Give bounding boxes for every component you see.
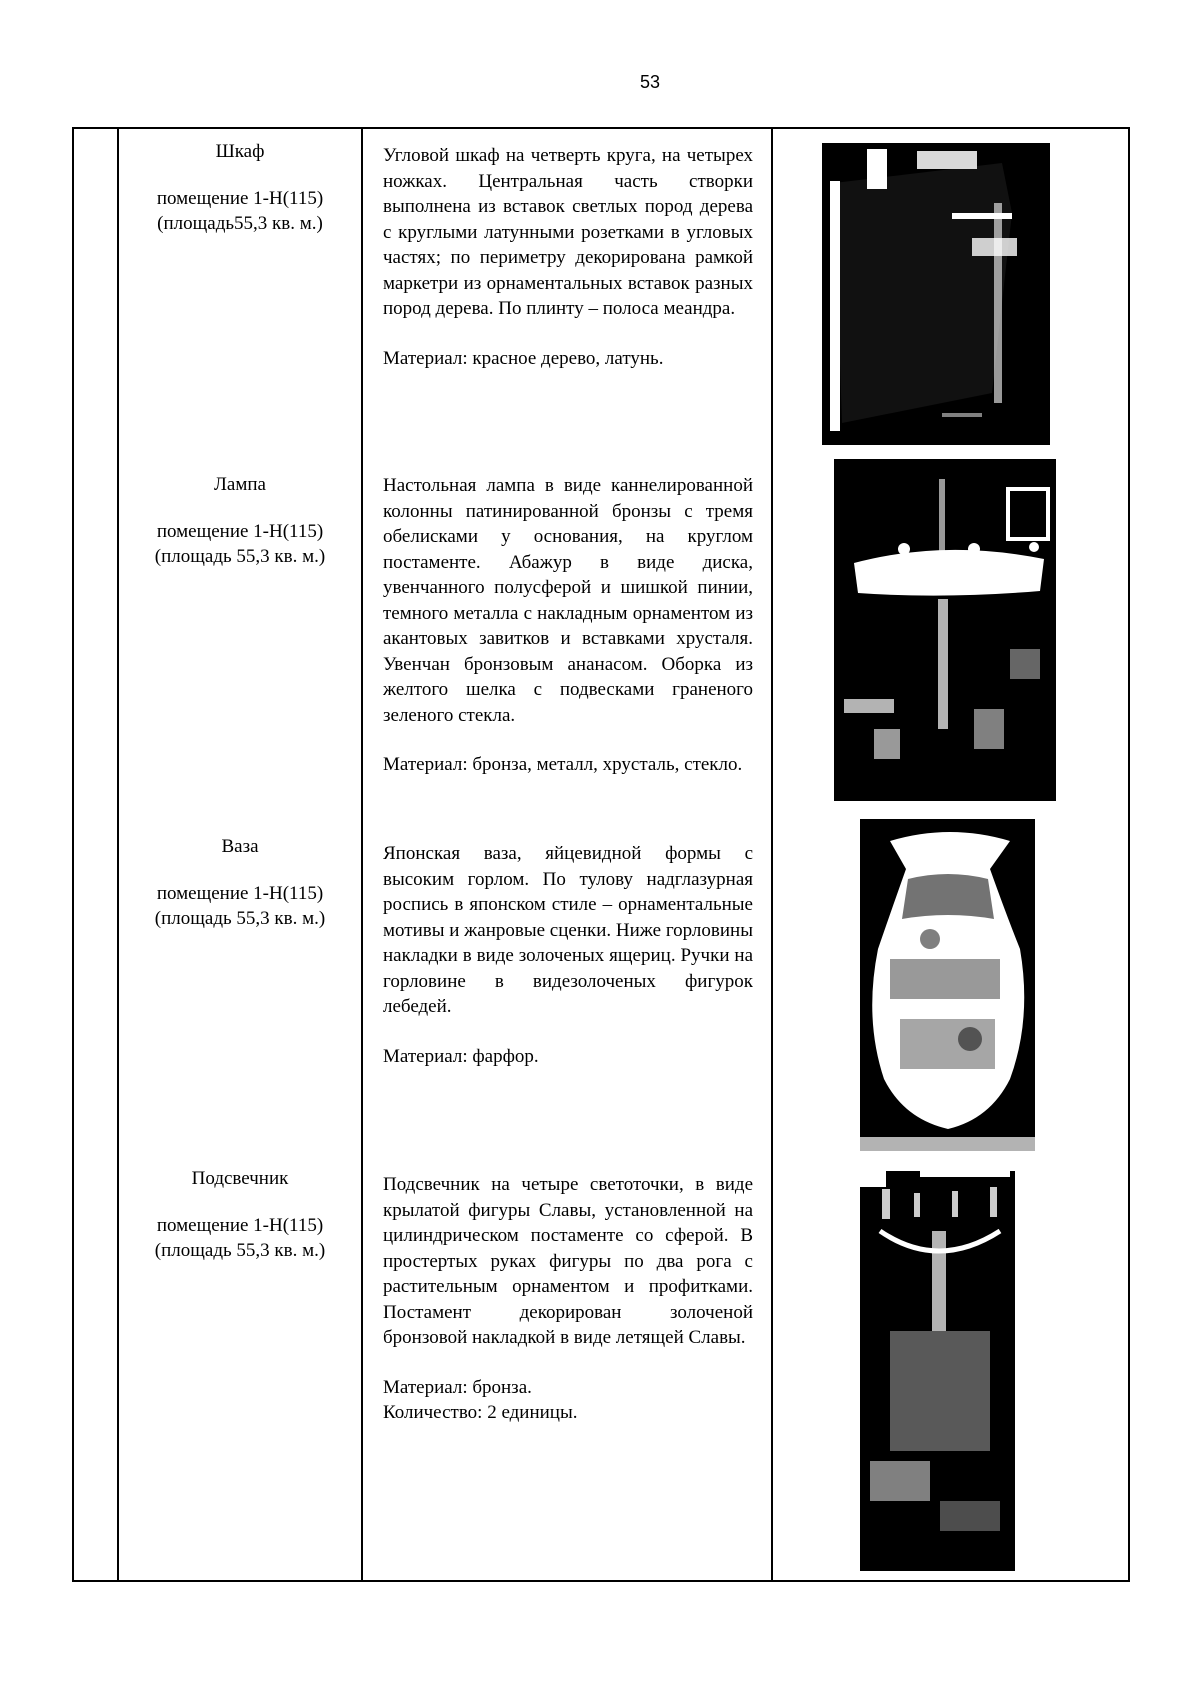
item-description: Угловой шкаф на четверть круга, на четырех ножках. Центральная часть створки выполнена из вставок светлых пород дерева с круглыми латунными розетками в угловых частях; по периметру декорирована рамкой маркетри из орнаментальных вставок разных пород дерева. По плинту – полоса меандра.	[383, 145, 753, 319]
candelabrum-photo	[860, 1171, 1015, 1571]
item-name-cell	[119, 834, 361, 931]
item-area: (площадь 55,3 кв. м.)	[154, 546, 326, 567]
item-title: Ваза	[221, 836, 259, 857]
inventory-table	[72, 127, 1130, 1582]
vase-photo	[860, 819, 1035, 1151]
item-description-cell	[383, 841, 753, 1069]
item-description-cell	[383, 473, 753, 778]
item-description: Подсвечник на четыре светоточки, в виде крылатой фигуры Славы, установленной на цилиндрическом постаменте со сферой. В простертых руках фигуры по два рога с растительным орнаментом и профитками. Постамент декорирован золоченой бронзовой накладкой в виде летящей Славы.	[383, 1174, 753, 1348]
item-material: Материал: бронза, металл, хрусталь, стекло.	[383, 754, 743, 775]
item-description-cell	[383, 1172, 753, 1426]
item-quantity: Количество: 2 единицы.	[383, 1402, 578, 1423]
item-description-cell	[383, 143, 753, 371]
item-name-cell	[119, 1166, 361, 1263]
item-material: Материал: бронза.	[383, 1376, 532, 1398]
item-title: Лампа	[214, 474, 266, 495]
item-name-cell	[119, 139, 361, 236]
column-divider	[361, 129, 363, 1580]
item-room: помещение 1-Н(115)	[156, 1215, 324, 1236]
item-room: помещение 1-Н(115)	[156, 883, 324, 904]
item-description: Настольная лампа в виде каннелированной колонны патинированной бронзы с тремя обелисками у основания, на круглом постаменте. Абажур в виде диска, увенчанного полусферой и шишкой пинии, темного металла с накладным орнаментом из акантовых завитков и вставками хрусталя. Увенчан бронзовым ананасом. Оборка из желтого шелка с подвесками граненого зеленого стекла.	[383, 475, 753, 726]
cabinet-photo	[822, 143, 1050, 445]
item-description: Японская ваза, яйцевидной формы с высоким горлом. По тулову надглазурная роспись в японском стиле – орнаментальные мотивы и жанровые сценки. Ниже горловины накладки в виде золоченых ящериц. Ручки на горловине в видезолоченых фигурок лебедей.	[383, 843, 753, 1017]
item-name-cell	[119, 472, 361, 569]
item-material: Материал: фарфор.	[383, 1045, 539, 1067]
item-area: (площадь 55,3 кв. м.)	[154, 1240, 326, 1261]
page-number: 53	[639, 72, 661, 92]
column-divider	[771, 129, 773, 1580]
lamp-photo	[834, 459, 1056, 801]
item-area: (площадь 55,3 кв. м.)	[154, 908, 326, 929]
item-room: помещение 1-Н(115)	[156, 188, 324, 209]
item-title: Шкаф	[215, 141, 265, 162]
item-material: Материал: красное дерево, латунь.	[383, 347, 664, 369]
item-room: помещение 1-Н(115)	[156, 521, 324, 542]
item-area: (площадь55,3 кв. м.)	[157, 213, 323, 234]
item-title: Подсвечник	[191, 1168, 289, 1189]
